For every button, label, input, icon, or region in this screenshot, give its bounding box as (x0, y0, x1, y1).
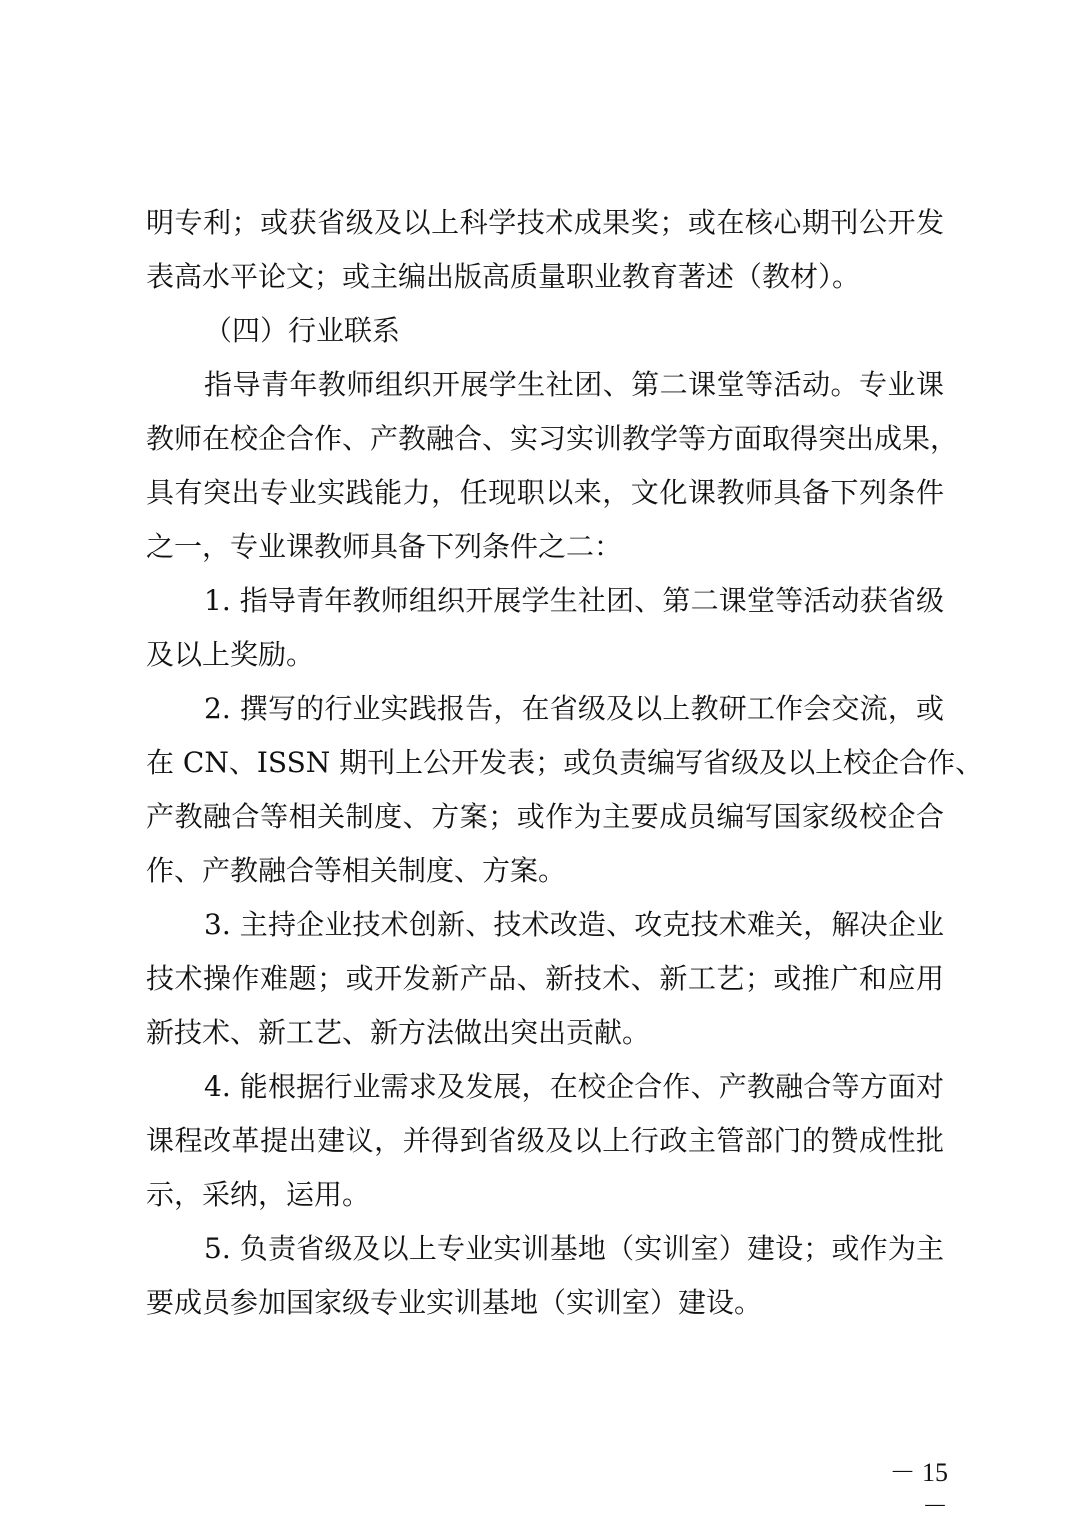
list-item-line: 新技术、新工艺、新方法做出突出贡献。 (146, 1016, 651, 1049)
list-item-line: 1. 指导青年教师组织开展学生社团、第二课堂等活动获省级 (204, 584, 944, 617)
paragraph-line: 具有突出专业实践能力，任现职以来，文化课教师具备下列条件 (146, 476, 944, 509)
list-item-line: 及以上奖励。 (146, 638, 315, 671)
list-item-line: 5. 负责省级及以上专业实训基地（实训室）建设；或作为主 (204, 1232, 944, 1265)
list-item-line: 作、产教融合等相关制度、方案。 (146, 854, 567, 887)
paragraph-line: 明专利；或获省级及以上科学技术成果奖；或在核心期刊公开发 (146, 206, 944, 239)
list-item-line: 产教融合等相关制度、方案；或作为主要成员编写国家级校企合 (146, 800, 944, 833)
list-item-line: 技术操作难题；或开发新产品、新技术、新工艺；或推广和应用 (146, 962, 944, 995)
section-heading: （四）行业联系 (204, 314, 401, 347)
list-item-line: 在 CN、ISSN 期刊上公开发表；或负责编写省级及以上校企合作、 (146, 746, 984, 779)
list-item-line: 示，采纳，运用。 (146, 1178, 371, 1211)
list-item-line: 课程改革提出建议，并得到省级及以上行政主管部门的赞成性批 (146, 1124, 944, 1157)
paragraph-line: 之一，专业课教师具备下列条件之二： (146, 530, 623, 563)
paragraph-line: 教师在校企合作、产教融合、实习实训教学等方面取得突出成果， (146, 422, 959, 455)
body-text (146, 196, 984, 1330)
page-number: － 15 － (889, 1458, 948, 1521)
paragraph-line: 指导青年教师组织开展学生社团、第二课堂等活动。专业课 (204, 368, 944, 401)
list-item-line: 要成员参加国家级专业实训基地（实训室）建设。 (146, 1286, 763, 1319)
paragraph-line: 表高水平论文；或主编出版高质量职业教育著述（教材）。 (146, 260, 861, 293)
list-item-line: 4. 能根据行业需求及发展，在校企合作、产教融合等方面对 (204, 1070, 944, 1103)
list-item-line: 3. 主持企业技术创新、技术改造、攻克技术难关，解决企业 (204, 908, 944, 941)
list-item-line: 2. 撰写的行业实践报告，在省级及以上教研工作会交流，或 (204, 692, 944, 725)
